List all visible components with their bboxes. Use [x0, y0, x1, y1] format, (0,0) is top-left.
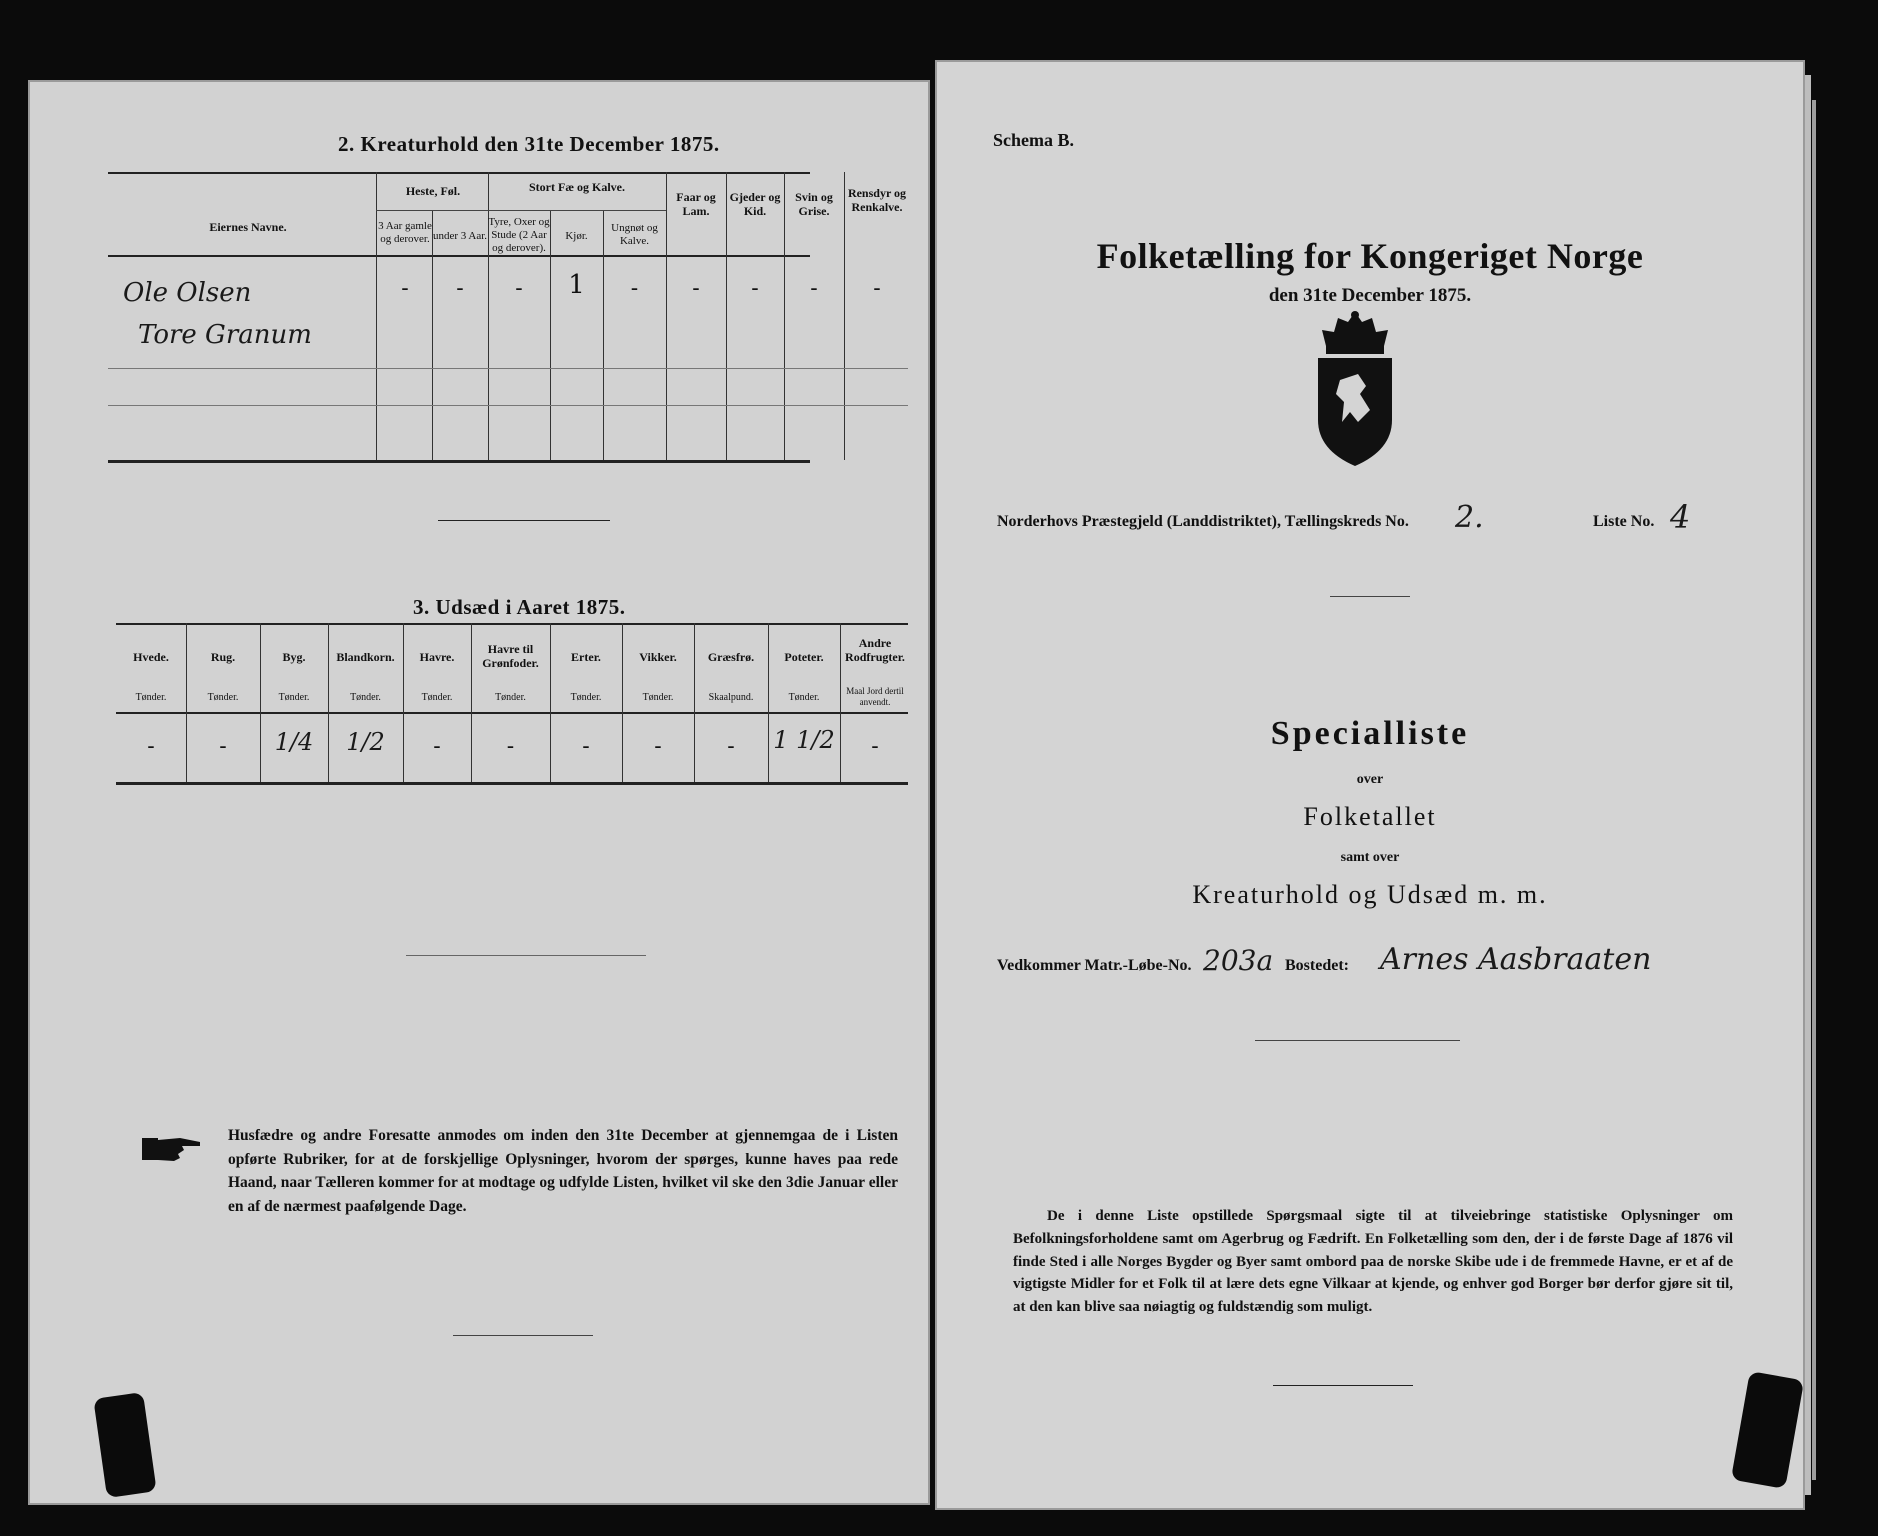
seed-col-header: Græsfrø. [707, 650, 755, 664]
seed-title: 3. Udsæd i Aaret 1875. [413, 595, 626, 619]
seed-col-header: Byg. [282, 650, 306, 664]
divider [453, 1335, 593, 1336]
district-label: Norderhovs Præstegjeld (Landdistriktet), Tællingskreds No. [997, 513, 1409, 530]
col-header: Rensdyr og Renkalve. [847, 186, 907, 215]
seed-unit: Maal Jord dertil anvendt. [846, 686, 904, 707]
table-rule [108, 460, 810, 463]
seed-unit: Skaalpund. [708, 692, 754, 703]
left-page [28, 80, 930, 1505]
seed-value: - [506, 734, 515, 759]
col-header: 3 Aar gamle og derover. [378, 220, 432, 246]
seed-unit: Tønder. [278, 692, 310, 703]
table-rule [108, 172, 810, 174]
seed-col-header: Erter. [571, 650, 601, 664]
matr-no: 203a [1203, 944, 1274, 977]
census-title: Folketælling for Kongeriget Norge [1096, 236, 1644, 276]
divider [1330, 596, 1410, 597]
col-header: Tyre, Oxer og Stude (2 Aar og derover). [488, 216, 550, 255]
seed-unit: Tønder. [350, 692, 381, 703]
divider [1273, 1385, 1413, 1386]
livestock-title: 2. Kreaturhold den 31te December 1875. [338, 132, 720, 156]
specialliste-heading: Specialliste [1270, 715, 1470, 752]
owner-name: Ole Olsen [123, 278, 252, 308]
seed-col-header: Havre. [419, 650, 455, 664]
seed-value: - [147, 734, 155, 759]
notice-text: Husfædre og andre Foresatte anmodes om inden den 31te December at gjennemgaa de i Listen opførte Rubriker, for at de forskjellige Oplysninger, hvorom der spørges, kunne haves paa rede Haand, naar Tælleren kommer for at modtage og udfylde Listen, hvilket vil ske den 3die Januar eller en af de nærmest paafølgende Dage. [228, 1127, 898, 1215]
divider [438, 520, 610, 521]
seed-col-header: Blandkorn. [336, 650, 395, 664]
seed-value: - [727, 734, 735, 759]
samt-over-text: samt over [1340, 850, 1400, 865]
livestock-value: - [751, 276, 759, 301]
livestock-value: - [401, 276, 409, 301]
seed-col-header: Havre til Grønfoder. [482, 642, 539, 671]
horses-header: Heste, Føl. [405, 184, 461, 198]
over-text: over [1356, 772, 1384, 787]
col-header: Faar og Lam. [676, 190, 716, 219]
kreaturhold-text: Kreaturhold og Udsæd m. m. [1192, 880, 1548, 909]
cattle-header: Stort Fæ og Kalve. [529, 180, 625, 194]
seed-col-header: Andre Rodfrugter. [845, 636, 905, 665]
liste-label: Liste No. [1593, 513, 1655, 530]
seed-unit: Tønder. [642, 692, 674, 703]
col-header: Kjør. [565, 230, 588, 242]
matr-label: Vedkommer Matr.-Løbe-No. [997, 957, 1192, 974]
divider [1255, 1040, 1460, 1041]
schema-label: Schema B. [993, 130, 1074, 150]
livestock-value: - [515, 276, 523, 301]
seed-col-header: Poteter. [784, 650, 824, 664]
seed-col-header: Hvede. [133, 650, 169, 664]
seed-col-header: Vikker. [639, 650, 677, 664]
seed-unit: Tønder. [421, 692, 453, 703]
table-rule [108, 255, 810, 257]
seed-unit: Tønder. [788, 692, 820, 703]
bostedet-value: Arnes Aasbraaten [1380, 942, 1652, 977]
census-date: den 31te December 1875. [1268, 285, 1472, 306]
seed-value: - [433, 734, 441, 759]
seed-value: 1/2 [346, 728, 385, 756]
col-header: Gjeder og Kid. [729, 190, 781, 219]
livestock-value: 1 [568, 270, 585, 300]
footer-text: De i denne Liste opstillede Spørgsmaal sigte til at tilveiebringe statistiske Oplysninger om Befolkningsforholdene samt om Agerbrug og Fædrift. En Folketælling som den, der i de første Dage af 1876 vil finde Sted i alle Norges Bygder og Byer samt ombord paa de norske Skibe ude i de fremmede Havne, er et af de vigtigste Midler for et Folk til at lære dets egne Vilkaar at kjende, og enhver god Borger bør derfor gjøre sit til, at den kan blive saa nøiagtig og fuldstændig som muligt. [1013, 1208, 1733, 1316]
seed-unit: Tønder. [570, 692, 602, 703]
seed-unit: Tønder. [135, 692, 167, 703]
owner-name: Tore Granum [138, 320, 312, 350]
seed-unit: Tønder. [495, 692, 526, 703]
seed-value: 1/4 [274, 728, 314, 756]
folketallet-text: Folketallet [1303, 802, 1437, 831]
col-header: Ungnøt og Kalve. [611, 222, 658, 248]
seed-col-header: Rug. [210, 650, 236, 664]
seed-value: - [654, 734, 662, 759]
livestock-value: - [630, 276, 639, 301]
coat-of-arms-icon [1300, 310, 1410, 470]
divider [406, 955, 646, 956]
right-page [935, 60, 1805, 1510]
livestock-value: - [873, 276, 881, 301]
seed-value: - [871, 734, 879, 759]
seed-unit: Tønder. [207, 692, 239, 703]
col-header: under 3 Aar. [432, 230, 488, 242]
bostedet-label: Bostedet: [1285, 957, 1349, 974]
owner-header: Eiernes Navne. [209, 220, 287, 234]
livestock-value: - [456, 276, 464, 301]
pointing-hand-icon [140, 1132, 204, 1166]
liste-no: 4 [1670, 498, 1691, 536]
seed-value: - [582, 734, 590, 759]
col-header: Svin og Grise. [795, 190, 833, 219]
district-no: 2. [1455, 500, 1484, 535]
seed-value: - [219, 734, 227, 759]
livestock-value: - [692, 276, 700, 301]
seed-value: 1 1/2 [773, 726, 835, 754]
livestock-value: - [810, 276, 818, 301]
